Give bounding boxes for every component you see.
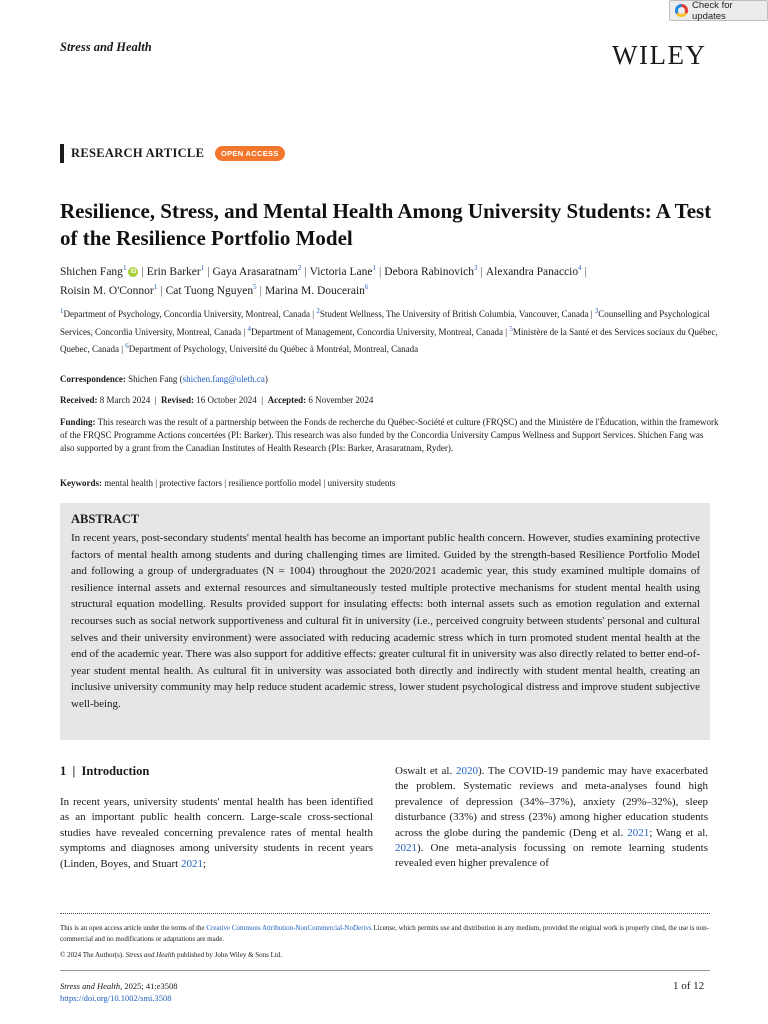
keyword: university students <box>327 478 396 488</box>
affiliations: $^1$Department of Psychology, Concordia University, Montreal, Canada | $^2$Student Wellness, The University of British Columbia, Vancouver, Canada | $^3$Counselling and Psychological Services, Concordia University, Montreal, Canada | $^4$Department of Management, Concordia University, Montreal, Canada | $^5$Ministère de la Santé et des Services sociaux du Québec, Quebec, Canada | $^6$Department of Psychology, Université du Québec à Montréal, Montreal, Canada <box>60 307 718 354</box>
check-for-updates-button[interactable] <box>669 0 768 21</box>
footer-citation: Stress and Health, 2025; 41:e3508 https://doi.org/10.1002/smi.3508 <box>60 981 178 1003</box>
author-affiliation-ref: 1 <box>200 264 205 272</box>
abstract-text: In recent years, post-secondary students' mental health has become an important public health concern. However, studies examining protective factors of mental health among students and during challenging times are limited. Guided by the strength-based Resilience Portfolio Model and following a group of undergraduates (N = 1004) throughout the 2020/2021 academic year, this study examined multiple domains of resilience internal assets and external resources and simultaneously tested multiple protective mechanisms for student mental health using structural equation modelling. Results provided support for insulating effects: both internal assets such as emotion regulation and external recourses such as social network supportiveness and cultural fit in university (i.e., perceived congruity between students' personal and cultural selves and their university environment) were associated with reducing academic stress which in turn promoted student mental health at the end of the academic year. There was also support for additive effects: greater cultural fit in university was also directly related to better end-of-year student mental health. As cultural fit in university was associated both directly and indirectly with student mental health, creating an inclusive university community may help reduce student academic stress, lower student psychological distress and improve student subjective well-being. <box>71 532 700 710</box>
affiliation: Department of Psychology, Concordia University, Montreal, Canada <box>63 309 311 319</box>
keyword: protective factors <box>159 478 223 488</box>
body-column-left: In recent years, university students' mental health has been identified as an important public health concern. Large-scale cross-sectional studies have revealed concerning prevalence rates of mental health symptoms and diagnoses among university students in recent years (Linden, Boyes, and Stuart 2021; <box>60 796 373 870</box>
footnote-divider <box>60 913 710 914</box>
license-link[interactable]: Creative Commons Attribution-NonCommercial-NoDerivs <box>206 924 372 932</box>
author-name[interactable]: Marina M. Doucerain <box>264 284 365 297</box>
citation-link[interactable]: 2020 <box>455 765 478 777</box>
doi-link[interactable]: https://doi.org/10.1002/smi.3508 <box>60 993 172 1003</box>
author-name[interactable]: Roisin M. O'Connor <box>60 284 154 297</box>
author-name[interactable]: Shichen Fang <box>60 265 123 278</box>
author-affiliation-ref: 5 <box>253 282 257 291</box>
author-name[interactable]: Victoria Lane <box>309 265 373 278</box>
section-heading: 1 | Introduction <box>60 764 150 778</box>
correspondence-email-link[interactable]: shichen.fang@uleth.ca <box>182 374 265 384</box>
correspondence: Correspondence: Shichen Fang (shichen.fang@uleth.ca) <box>60 374 268 384</box>
crossmark-icon <box>675 4 688 17</box>
author-name[interactable]: Debora Rabinovich <box>384 265 475 278</box>
author-list: Shichen Fang$^1$iD | Erin Barker$^1$ | Gaya Arasaratnam$^2$ | Victoria Lane$^1$ | Debora Rabinovich$^3$ | Alexandra Panaccio$^4$ | Roisin M. O'Connor$^1$ | Cat Tuong Nguyen$^5$ | Marina M. Doucerain$^6$ <box>60 264 587 297</box>
orcid-icon[interactable]: iD <box>130 269 137 276</box>
author-name[interactable]: Erin Barker <box>146 265 201 278</box>
publisher-logo: WILEY <box>612 40 707 70</box>
article-type: RESEARCH ARTICLE <box>71 146 205 160</box>
affiliation: Department of Psychology, Université du Québec à Montréal, Montreal, Canada <box>128 344 419 354</box>
article-dates: Received: 8 March 2024 | Revised: 16 October 2024 | Accepted: 6 November 2024 <box>60 395 374 405</box>
author-affiliation-ref: 2 <box>297 264 302 272</box>
citation-link[interactable]: 2021 <box>180 857 203 870</box>
open-access-badge: OPEN ACCESS <box>215 146 285 161</box>
affiliation: Ministère de la Santé et des Services sociaux du Québec, Quebec, Canada <box>60 326 718 354</box>
article-title: Resilience, Stress, and Mental Health Among University Students: A Test of the Resilience Portfolio Model <box>60 199 712 250</box>
affiliation: Department of Management, Concordia University, Montreal, Canada <box>250 326 504 337</box>
author-affiliation-ref: 4 <box>578 264 582 272</box>
author-name[interactable]: Alexandra Panaccio <box>485 265 579 278</box>
license-note: This is an open access article under the terms of the Creative Commons Attribution-NonCommercial-NoDerivs License, which permits use and distribution in any medium, provided the original work is properly cited, the use is non-commercial and no modifications or adaptations are made. <box>60 924 709 943</box>
footer-divider <box>60 970 710 971</box>
keywords: Keywords: mental health | protective factors | resilience portfolio model | university students <box>60 478 396 488</box>
citation-link[interactable]: 2021 <box>627 826 650 839</box>
author-name[interactable]: Cat Tuong Nguyen <box>165 284 254 297</box>
author-affiliation-ref: 3 <box>474 264 478 272</box>
journal-name: Stress and Health <box>60 40 152 54</box>
article-type-marker <box>60 144 64 163</box>
copyright-note: © 2024 The Author(s). Stress and Health published by John Wiley & Sons Ltd. <box>60 951 283 959</box>
author-affiliation-ref: 1 <box>372 264 376 272</box>
body-column-right: Oswalt et al. 2020). The COVID-19 pandemic may have exacerbated the problem. Systematic reviews and meta-analyses found high prevalence of depression (34%–37%), anxiety (29%–32%), sleep disturbance (33%) and stress (23%) among higher education students across the globe during the pandemic (Deng et al. 2021; Wang et al. 2021). One meta-analysis focussing on remote learning students revealed even higher prevalence of <box>395 765 709 870</box>
funding-statement: Funding: This research was the result of a partnership between the Fonds de recherche du Québec-Société et culture (FRQSC) and the Ministère de l'Éducation, within the framework of the FRQSC Programme Actions concertées (PI: Barker). This research was also funded by the Concordia University Campus Wellness and Support Services. Shichen Fang was also supported by a grant from the Canadian Institutes of Health Research (PIs: Barker, Arasaratnam, Ryder). <box>60 417 719 453</box>
abstract-heading: ABSTRACT <box>71 512 140 526</box>
author-affiliation-ref: 6 <box>364 282 369 291</box>
author-affiliation-ref: 1 <box>122 264 127 272</box>
page-number: 1 of 12 <box>673 980 705 992</box>
keyword: resilience portfolio model <box>228 478 322 488</box>
check-for-updates-label: Check for updates <box>692 0 733 22</box>
affiliation: Student Wellness, The University of British Columbia, Vancouver, Canada <box>319 309 589 319</box>
keyword: mental health <box>104 478 153 488</box>
affiliation: Counselling and Psychological Services, Concordia University, Montreal, Canada <box>60 309 710 337</box>
author-name[interactable]: Gaya Arasaratnam <box>212 265 298 278</box>
citation-link[interactable]: 2021 <box>395 842 417 855</box>
author-affiliation-ref: 1 <box>153 282 158 291</box>
